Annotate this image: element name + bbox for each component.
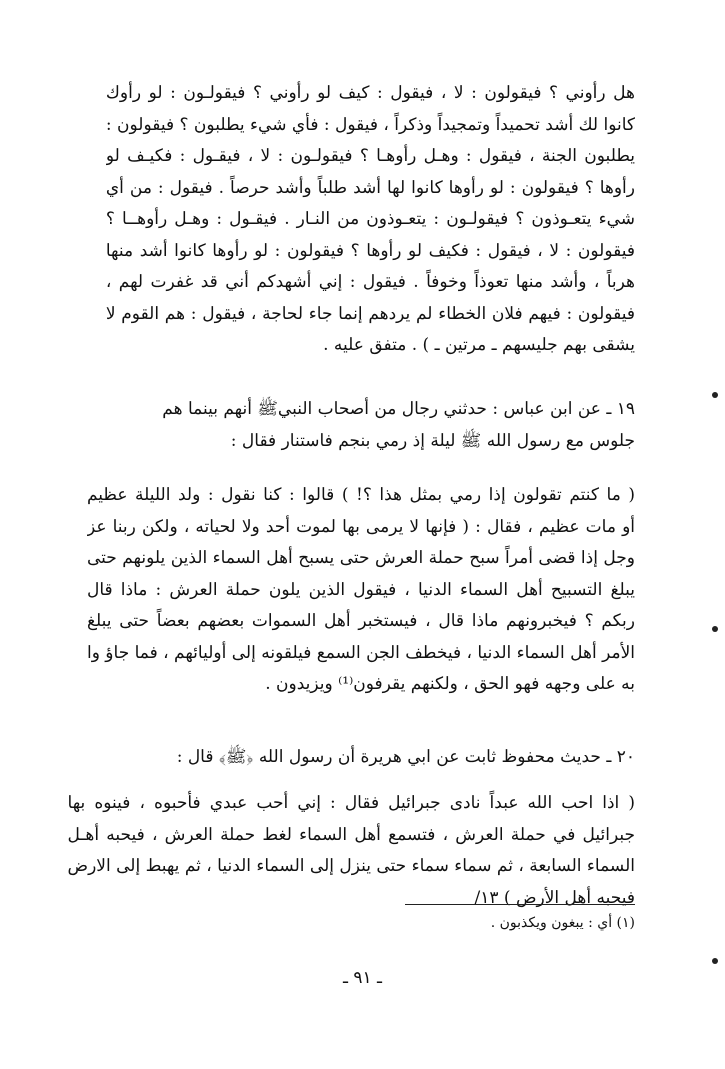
text-line: ٢٠ ـ حديث محفوظ ثابت عن ابي هريرة أن رسول الله ﴿ﷺ﴾ قال :: [176, 747, 635, 767]
text-line: يطلبون الجنة ، فيقول : وهـل رأوهـا ؟ فيقولـون : لا ، فيقـول : فكيـف لو: [105, 146, 635, 166]
text-line: أو مات عظيم ، فقال : ( فإنها لا يرمى بها لموت أحد ولا لحياته ، ولكن ربنا عز: [86, 516, 635, 537]
text-line: ١٩ ـ عن ابن عباس : حدثني رجال من أصحاب النبيﷺ أنهم بينما هم: [162, 399, 635, 419]
paragraph-hadith-19-text: [87, 480, 635, 701]
text-line: رأوها ؟ فيقولون : لو رأوها كانوا لها أشد طلباً وأشد حرصاً . فيقول : من أي: [105, 177, 635, 198]
paragraph-hadith-20-intro: [177, 742, 635, 774]
text-line: الأمر أهل السماء الدنيا ، فيخطف الجن السمع فيلقونه إلى أوليائهم ، فما جاؤ وا: [86, 642, 635, 663]
edge-mark: [712, 626, 718, 632]
text-line: فيقولون : لا ، فيقول : فكيف لو رأوها ؟ فيقولون : لو رأوها كانوا أشد منها: [105, 240, 635, 261]
footnote-divider: [405, 904, 635, 905]
text-line: فيقولون : فيهم فلان الخطاء لم يردهم إنما جاء لحاجة ، فيقول : هم القوم لا: [105, 303, 635, 324]
text-line: هرباً ، وأشد منها تعوذاً وخوفاً . فيقول : إني أشهدكم أني قد غفرت لهم ،: [105, 272, 635, 292]
text-line: هل رأوني ؟ فيقولون : لا ، فيقول : كيف لو رأوني ؟ فيقولـون : لو رأوك: [105, 83, 635, 103]
edge-mark: [712, 392, 718, 398]
text-line: ربكم ؟ فيخبرونهم ماذا قال ، فيستخبر أهل السموات بعضهم بعضاً حتى يبلغ: [86, 611, 635, 631]
text-line: فيحبه أهل الأرض ) ١٣/: [474, 887, 635, 908]
text-line: يبلغ التسبيح أهل السماء الدنيا ، فيقول الذين يلون حملة العرش : ماذا قال: [86, 579, 635, 600]
text-line: السماء السابعة ، ثم سماء سماء حتى ينزل إلى السماء الدنيا ، ثم يهبط إلى الارض: [67, 856, 635, 876]
text-line: ( اذا احب الله عبداً نادى جبرائيل فقال : إني أحب عبدي فأحبوه ، فينوه بها: [67, 793, 635, 813]
paragraph-hadith-20-text: [68, 788, 635, 914]
text-line: جبرائيل في حملة العرش ، فتسمع أهل السماء لغط حملة العرش ، فيحبه أهـل: [67, 824, 635, 845]
text-line: كانوا لك أشد تحميداً وتمجيداً وذكراً ، فيقول : فأي شيء يطلبون ؟ فيقولون :: [105, 114, 635, 135]
text-line: به على وجهه فهو الحق ، ولكنهم يقرفون⁽¹⁾ ويزيدون .: [265, 674, 635, 694]
text-line: جلوس مع رسول الله ﷺ ليلة إذ رمي بنجم فاستنار فقال :: [230, 430, 635, 451]
edge-mark: [712, 958, 718, 964]
text-line: وجل إذا قضى أمراً سبح حملة العرش حتى يسبح أهل السماء الذين يلونهم حتى: [86, 548, 635, 568]
paragraph-continuation: [106, 78, 635, 362]
paragraph-hadith-19-intro: [162, 394, 635, 457]
text-line: يشقى بهم جليسهم ـ مرتين ـ ) . متفق عليه .: [323, 335, 635, 355]
text-line: ( ما كنتم تقولون إذا رمي بمثل هذا ؟! ) قالوا : كنا نقول : ولد الليلة عظيم: [86, 485, 635, 505]
footnote: (١) أي : يبغون ويكذبون .: [490, 915, 635, 931]
page-number: ـ ٩١ ـ: [342, 968, 383, 988]
text-line: شيء يتعـوذون ؟ فيقولـون : يتعـوذون من النـار . فيقـول : وهـل رأوهــا ؟: [105, 209, 635, 229]
